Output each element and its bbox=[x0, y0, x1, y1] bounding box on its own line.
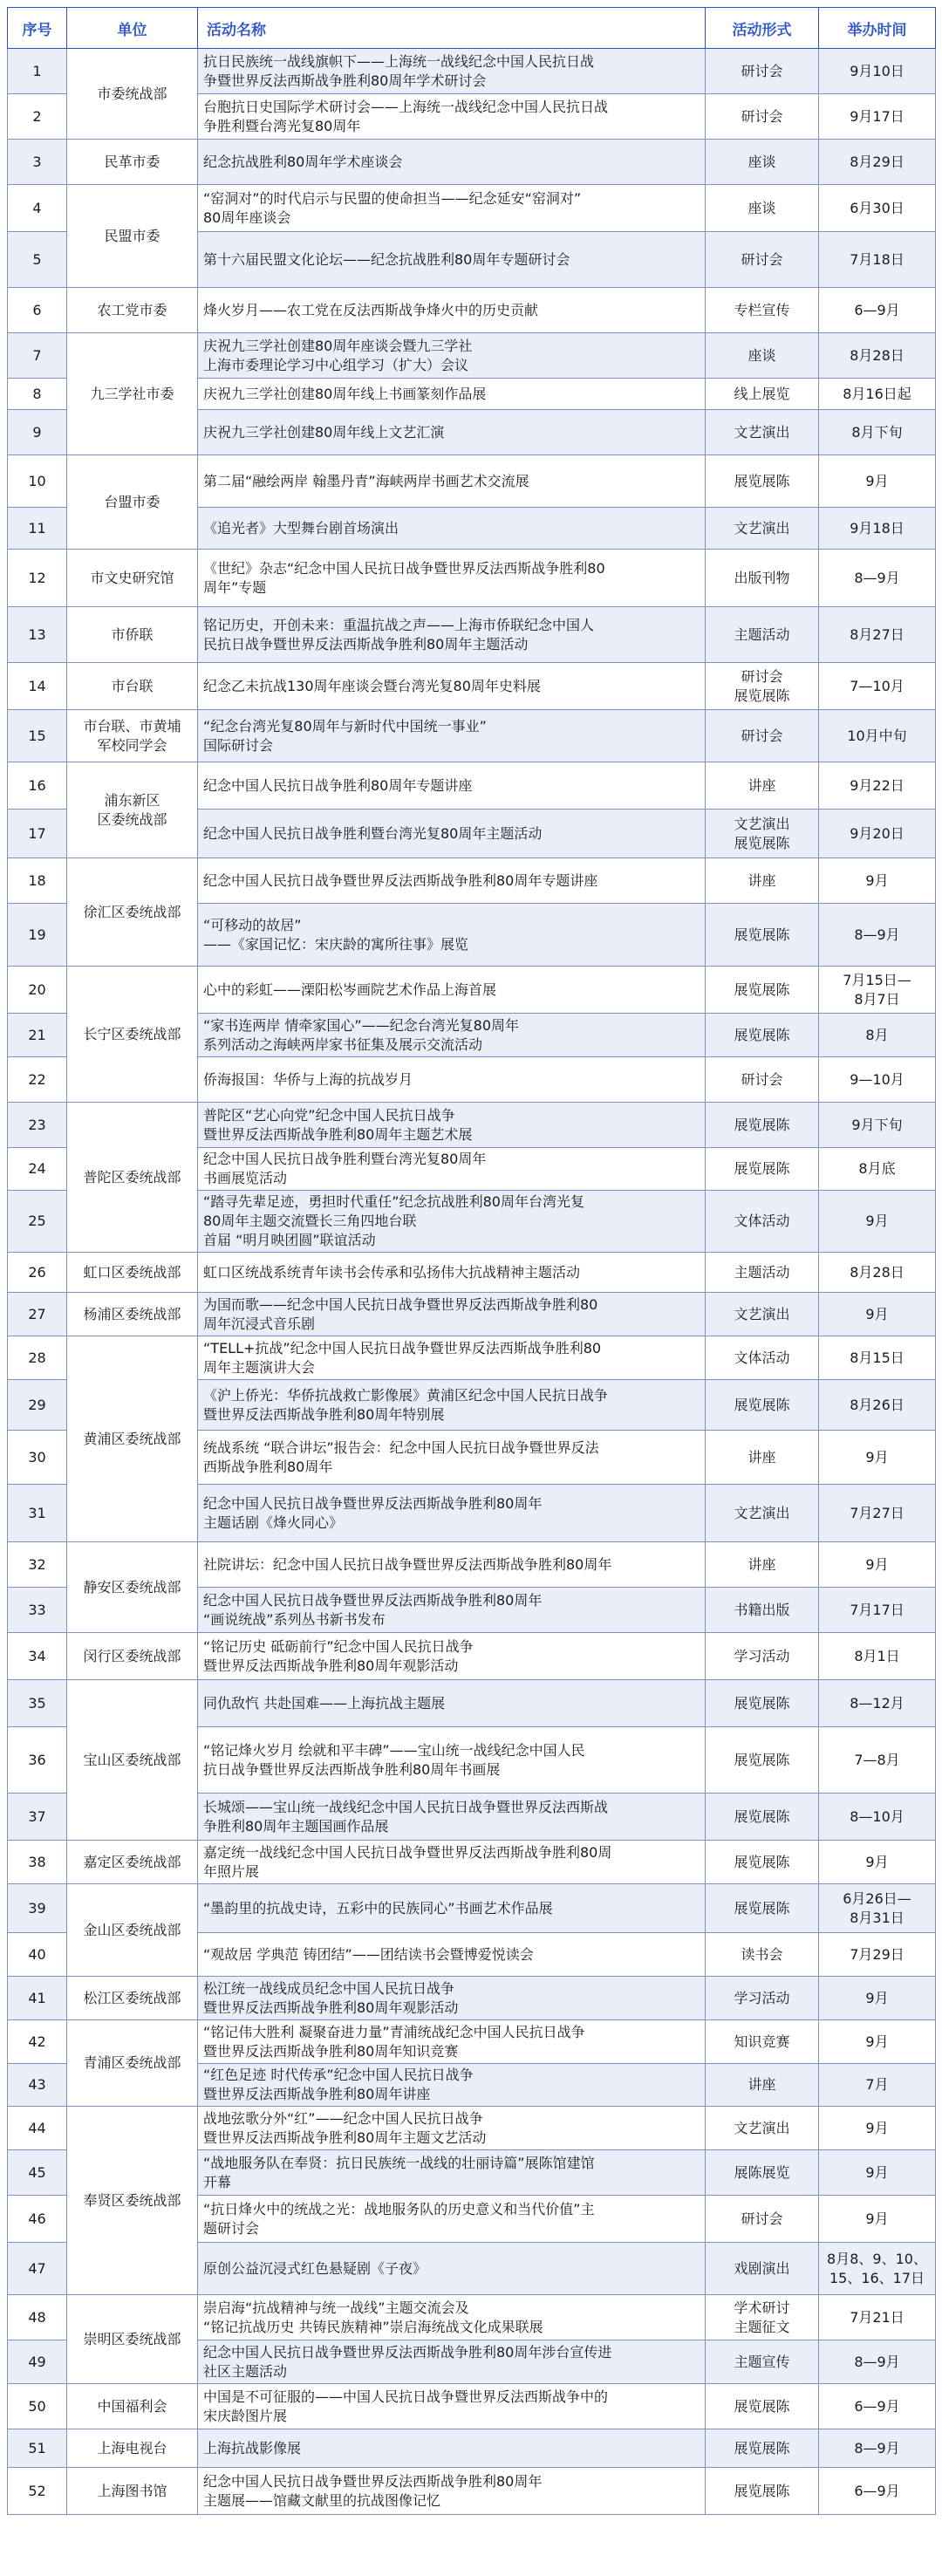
row-activity-name: 原创公益沉浸式红色悬疑剧《子夜》 bbox=[198, 2243, 706, 2295]
row-time: 8月26日 bbox=[819, 1380, 936, 1431]
row-activity-name: 纪念乙未抗战130周年座谈会暨台湾光复80周年史料展 bbox=[198, 663, 706, 710]
row-unit: 奉贤区委统战部 bbox=[67, 2107, 198, 2295]
row-activity-name: 侨海报国：华侨与上海的抗战岁月 bbox=[198, 1057, 706, 1103]
row-activity-form: 出版刊物 bbox=[706, 550, 819, 607]
table-row bbox=[8, 858, 936, 904]
row-number: 28 bbox=[8, 1336, 67, 1380]
row-number: 20 bbox=[8, 967, 67, 1014]
row-number: 10 bbox=[8, 455, 67, 508]
row-time: 7—8月 bbox=[819, 1727, 936, 1794]
row-number: 49 bbox=[8, 2340, 67, 2384]
row-unit: 民革市委 bbox=[67, 140, 198, 185]
row-activity-form: 讲座 bbox=[706, 762, 819, 810]
row-time: 6—9月 bbox=[819, 288, 936, 333]
table-row bbox=[8, 1977, 936, 2020]
row-number: 19 bbox=[8, 904, 67, 967]
row-activity-form: 学习活动 bbox=[706, 1977, 819, 2020]
row-activity-name: 纪念中国人民抗日战争胜利暨台湾光复80周年 书画展览活动 bbox=[198, 1148, 706, 1191]
row-time: 7月17日 bbox=[819, 1588, 936, 1633]
row-activity-form: 专栏宣传 bbox=[706, 288, 819, 333]
row-activity-name: 战地弦歌分外“红”——纪念中国人民抗日战争 暨世界反法西斯战争胜利80周年主题文艺活动 bbox=[198, 2107, 706, 2150]
row-unit: 上海电视台 bbox=[67, 2429, 198, 2468]
table-row bbox=[8, 288, 936, 333]
row-unit: 嘉定区委统战部 bbox=[67, 1841, 198, 1884]
row-activity-form: 研讨会 bbox=[706, 232, 819, 288]
row-number: 29 bbox=[8, 1380, 67, 1431]
row-activity-name: 铭记历史，开创未来：重温抗战之声——上海市侨联纪念中国人 民抗日战争暨世界反法西斯战争胜利80周年主题活动 bbox=[198, 607, 706, 663]
row-unit: 静安区委统战部 bbox=[67, 1542, 198, 1633]
row-activity-name: 纪念中国人民抗日战争胜利80周年专题讲座 bbox=[198, 762, 706, 810]
row-time: 8月15日 bbox=[819, 1336, 936, 1380]
row-number: 13 bbox=[8, 607, 67, 663]
row-time: 9月 bbox=[819, 1542, 936, 1588]
row-time: 10月中旬 bbox=[819, 710, 936, 762]
row-unit: 长宁区委统战部 bbox=[67, 967, 198, 1103]
row-number: 38 bbox=[8, 1841, 67, 1884]
row-time: 8月1日 bbox=[819, 1633, 936, 1680]
row-time: 6月26日— 8月31日 bbox=[819, 1884, 936, 1933]
row-activity-form: 展览展陈 bbox=[706, 1727, 819, 1794]
row-activity-name: 庆祝九三学社创建80周年座谈会暨九三学社 上海市委理论学习中心组学习（扩大）会议 bbox=[198, 333, 706, 379]
row-number: 21 bbox=[8, 1014, 67, 1057]
row-time: 7月21日 bbox=[819, 2295, 936, 2340]
row-number: 4 bbox=[8, 185, 67, 232]
row-activity-name: 嘉定统一战线纪念中国人民抗日战争暨世界反法西斯战争胜利80周 年照片展 bbox=[198, 1841, 706, 1884]
row-time: 7月 bbox=[819, 2064, 936, 2107]
row-activity-name: 为国而歌——纪念中国人民抗日战争暨世界反法西斯战争胜利80 周年沉浸式音乐剧 bbox=[198, 1293, 706, 1336]
row-activity-form: 主题活动 bbox=[706, 1253, 819, 1293]
table-row bbox=[8, 1336, 936, 1380]
row-activity-form: 研讨会 bbox=[706, 94, 819, 140]
row-activity-form: 讲座 bbox=[706, 858, 819, 904]
row-unit: 农工党市委 bbox=[67, 288, 198, 333]
table-row bbox=[8, 607, 936, 663]
row-activity-name: 长城颂——宝山统一战线纪念中国人民抗日战争暨世界反法西斯战 争胜利80周年主题国画作品展 bbox=[198, 1794, 706, 1841]
row-time: 8—9月 bbox=[819, 2429, 936, 2468]
row-activity-form: 文体活动 bbox=[706, 1191, 819, 1253]
row-number: 47 bbox=[8, 2243, 67, 2295]
row-time: 8月底 bbox=[819, 1148, 936, 1191]
row-time: 6月30日 bbox=[819, 185, 936, 232]
row-time: 7月27日 bbox=[819, 1485, 936, 1542]
row-activity-name: “观故居 学典范 铸团结”——团结读书会暨博爱悦读会 bbox=[198, 1933, 706, 1977]
row-activity-form: 展览展陈 bbox=[706, 1794, 819, 1841]
table-row bbox=[8, 2468, 936, 2515]
table-row bbox=[8, 1841, 936, 1884]
row-number: 33 bbox=[8, 1588, 67, 1633]
row-activity-name: “可移动的故居” ——《家国记忆：宋庆龄的寓所往事》展览 bbox=[198, 904, 706, 967]
table-row bbox=[8, 333, 936, 379]
row-activity-form: 展览展陈 bbox=[706, 904, 819, 967]
row-number: 15 bbox=[8, 710, 67, 762]
row-time: 9月 bbox=[819, 2150, 936, 2196]
row-time: 9月 bbox=[819, 2107, 936, 2150]
row-time: 6—9月 bbox=[819, 2384, 936, 2429]
header-no: 序号 bbox=[8, 8, 67, 49]
table-row bbox=[8, 1884, 936, 1933]
table-row bbox=[8, 2429, 936, 2468]
row-number: 40 bbox=[8, 1933, 67, 1977]
row-activity-form: 文体活动 bbox=[706, 1336, 819, 1380]
row-activity-name: “铭记伟大胜利 凝聚奋进力量”青浦统战纪念中国人民抗日战争 暨世界反法西斯战争胜利80周年知识竞赛 bbox=[198, 2020, 706, 2064]
row-time: 9月下旬 bbox=[819, 1103, 936, 1148]
row-activity-form: 展览展陈 bbox=[706, 2384, 819, 2429]
row-activity-name: 统战系统 “联合讲坛”报告会：纪念中国人民抗日战争暨世界反法 西斯战争胜利80周年 bbox=[198, 1431, 706, 1485]
row-activity-name: 纪念中国人民抗日战争胜利暨台湾光复80周年主题活动 bbox=[198, 810, 706, 858]
row-number: 26 bbox=[8, 1253, 67, 1293]
row-number: 2 bbox=[8, 94, 67, 140]
row-time: 9月18日 bbox=[819, 508, 936, 550]
row-activity-form: 展览展陈 bbox=[706, 1014, 819, 1057]
row-activity-form: 研讨会 bbox=[706, 49, 819, 94]
row-number: 23 bbox=[8, 1103, 67, 1148]
row-unit: 虹口区委统战部 bbox=[67, 1253, 198, 1293]
row-time: 8月下旬 bbox=[819, 410, 936, 455]
row-activity-form: 文艺演出 bbox=[706, 1293, 819, 1336]
row-activity-form: 读书会 bbox=[706, 1933, 819, 1977]
row-activity-form: 讲座 bbox=[706, 2064, 819, 2107]
table-row bbox=[8, 2295, 936, 2340]
row-time: 9月 bbox=[819, 2196, 936, 2243]
table-row bbox=[8, 1253, 936, 1293]
row-activity-name: 纪念中国人民抗日战争暨世界反法西斯战争胜利80周年 “画说统战”系列丛书新书发布 bbox=[198, 1588, 706, 1633]
row-number: 30 bbox=[8, 1431, 67, 1485]
row-number: 45 bbox=[8, 2150, 67, 2196]
row-activity-name: 纪念中国人民抗日战争暨世界反法西斯战争胜利80周年专题讲座 bbox=[198, 858, 706, 904]
row-unit: 闵行区委统战部 bbox=[67, 1633, 198, 1680]
row-time: 8—9月 bbox=[819, 550, 936, 607]
row-time: 8—12月 bbox=[819, 1680, 936, 1727]
table-row bbox=[8, 967, 936, 1014]
row-activity-name: “窑洞对”的时代启示与民盟的使命担当——纪念延安“窑洞对” 80周年座谈会 bbox=[198, 185, 706, 232]
row-time: 7—10月 bbox=[819, 663, 936, 710]
row-activity-name: “TELL+抗战”纪念中国人民抗日战争暨世界反法西斯战争胜利80 周年主题演讲大会 bbox=[198, 1336, 706, 1380]
row-activity-name: 中国是不可征服的——中国人民抗日战争暨世界反法西斯战争中的 宋庆龄图片展 bbox=[198, 2384, 706, 2429]
row-activity-name: 松江统一战线成员纪念中国人民抗日战争 暨世界反法西斯战争胜利80周年观影活动 bbox=[198, 1977, 706, 2020]
row-activity-name: 《沪上侨光：华侨抗战救亡影像展》黄浦区纪念中国人民抗日战争 暨世界反法西斯战争胜利80周年特别展 bbox=[198, 1380, 706, 1431]
row-activity-name: 纪念中国人民抗日战争暨世界反法西斯战争胜利80周年 主题话剧《烽火同心》 bbox=[198, 1485, 706, 1542]
row-activity-name: 第二届“融绘两岸 翰墨丹青”海峡两岸书画艺术交流展 bbox=[198, 455, 706, 508]
row-number: 25 bbox=[8, 1191, 67, 1253]
row-number: 41 bbox=[8, 1977, 67, 2020]
row-number: 18 bbox=[8, 858, 67, 904]
row-activity-form: 研讨会 展览展陈 bbox=[706, 663, 819, 710]
row-activity-name: 《追光者》大型舞台剧首场演出 bbox=[198, 508, 706, 550]
row-activity-form: 研讨会 bbox=[706, 2196, 819, 2243]
row-activity-name: 社院讲坛：纪念中国人民抗日战争暨世界反法西斯战争胜利80周年 bbox=[198, 1542, 706, 1588]
row-number: 32 bbox=[8, 1542, 67, 1588]
row-activity-name: 台胞抗日史国际学术研讨会——上海统一战线纪念中国人民抗日战 争胜利暨台湾光复80周年 bbox=[198, 94, 706, 140]
row-activity-form: 研讨会 bbox=[706, 1057, 819, 1103]
header-activity-name: 活动名称 bbox=[198, 8, 706, 49]
row-time: 7月18日 bbox=[819, 232, 936, 288]
table-row bbox=[8, 2107, 936, 2150]
row-activity-form: 书籍出版 bbox=[706, 1588, 819, 1633]
row-activity-form: 学习活动 bbox=[706, 1633, 819, 1680]
row-unit: 宝山区委统战部 bbox=[67, 1680, 198, 1841]
row-activity-form: 展览展陈 bbox=[706, 2429, 819, 2468]
row-activity-name: 《世纪》杂志“纪念中国人民抗日战争暨世界反法西斯战争胜利80 周年”专题 bbox=[198, 550, 706, 607]
row-activity-name: “铭记烽火岁月 绘就和平丰碑”——宝山统一战线纪念中国人民 抗日战争暨世界反法西斯战争胜利80周年书画展 bbox=[198, 1727, 706, 1794]
row-activity-name: 纪念抗战胜利80周年学术座谈会 bbox=[198, 140, 706, 185]
row-number: 16 bbox=[8, 762, 67, 810]
row-number: 51 bbox=[8, 2429, 67, 2468]
row-unit: 中国福利会 bbox=[67, 2384, 198, 2429]
row-time: 9月 bbox=[819, 1293, 936, 1336]
row-time: 9月 bbox=[819, 2020, 936, 2064]
row-number: 31 bbox=[8, 1485, 67, 1542]
row-activity-form: 主题宣传 bbox=[706, 2340, 819, 2384]
row-number: 43 bbox=[8, 2064, 67, 2107]
row-activity-name: 庆祝九三学社创建80周年线上书画篆刻作品展 bbox=[198, 379, 706, 410]
table-row bbox=[8, 140, 936, 185]
row-unit: 台盟市委 bbox=[67, 455, 198, 550]
row-number: 1 bbox=[8, 49, 67, 94]
row-unit: 市侨联 bbox=[67, 607, 198, 663]
table-row bbox=[8, 550, 936, 607]
row-time: 8月28日 bbox=[819, 1253, 936, 1293]
row-unit: 崇明区委统战部 bbox=[67, 2295, 198, 2384]
row-time: 8月 bbox=[819, 1014, 936, 1057]
table-row bbox=[8, 1293, 936, 1336]
row-number: 35 bbox=[8, 1680, 67, 1727]
table-row bbox=[8, 1680, 936, 1727]
row-number: 39 bbox=[8, 1884, 67, 1933]
row-unit: 徐汇区委统战部 bbox=[67, 858, 198, 967]
row-number: 12 bbox=[8, 550, 67, 607]
row-activity-name: 烽火岁月——农工党在反法西斯战争烽火中的历史贡献 bbox=[198, 288, 706, 333]
row-unit: 杨浦区委统战部 bbox=[67, 1293, 198, 1336]
table-row bbox=[8, 2384, 936, 2429]
row-number: 44 bbox=[8, 2107, 67, 2150]
row-time: 9月 bbox=[819, 1431, 936, 1485]
row-activity-form: 展览展陈 bbox=[706, 1148, 819, 1191]
row-activity-name: 抗日民族统一战线旗帜下——上海统一战线纪念中国人民抗日战 争暨世界反法西斯战争胜利80周年学术研讨会 bbox=[198, 49, 706, 94]
row-activity-name: 上海抗战影像展 bbox=[198, 2429, 706, 2468]
table-header-row bbox=[8, 8, 936, 49]
row-unit: 金山区委统战部 bbox=[67, 1884, 198, 1977]
row-unit: 上海图书馆 bbox=[67, 2468, 198, 2515]
row-number: 8 bbox=[8, 379, 67, 410]
row-number: 42 bbox=[8, 2020, 67, 2064]
row-activity-name: 崇启海“抗战精神与统一战线”主题交流会及 “铭记抗战历史 共铸民族精神”崇启海统战文化成果联展 bbox=[198, 2295, 706, 2340]
row-activity-name: 纪念中国人民抗日战争暨世界反法西斯战争胜利80周年涉台宣传进 社区主题活动 bbox=[198, 2340, 706, 2384]
row-activity-form: 展览展陈 bbox=[706, 2468, 819, 2515]
table-row bbox=[8, 762, 936, 810]
row-activity-form: 文艺演出 展览展陈 bbox=[706, 810, 819, 858]
table-body bbox=[8, 49, 936, 2515]
row-number: 5 bbox=[8, 232, 67, 288]
row-activity-form: 文艺演出 bbox=[706, 508, 819, 550]
row-time: 8月8、9、10、 15、16、17日 bbox=[819, 2243, 936, 2295]
row-activity-name: “家书连两岸 情牵家国心”——纪念台湾光复80周年 系列活动之海峡两岸家书征集及展示交流活动 bbox=[198, 1014, 706, 1057]
row-unit: 市文史研究馆 bbox=[67, 550, 198, 607]
row-activity-form: 文艺演出 bbox=[706, 1485, 819, 1542]
row-time: 8—9月 bbox=[819, 2340, 936, 2384]
row-number: 27 bbox=[8, 1293, 67, 1336]
row-time: 9月20日 bbox=[819, 810, 936, 858]
row-activity-form: 文艺演出 bbox=[706, 410, 819, 455]
row-number: 36 bbox=[8, 1727, 67, 1794]
row-activity-form: 讲座 bbox=[706, 1431, 819, 1485]
row-number: 17 bbox=[8, 810, 67, 858]
table-row bbox=[8, 710, 936, 762]
row-unit: 市台联、市黄埔 军校同学会 bbox=[67, 710, 198, 762]
header-unit: 单位 bbox=[67, 8, 198, 49]
table-row bbox=[8, 2020, 936, 2064]
row-time: 7月15日— 8月7日 bbox=[819, 967, 936, 1014]
table-row bbox=[8, 185, 936, 232]
row-number: 11 bbox=[8, 508, 67, 550]
row-activity-name: “纪念台湾光复80周年与新时代中国统一事业” 国际研讨会 bbox=[198, 710, 706, 762]
row-unit: 民盟市委 bbox=[67, 185, 198, 288]
table-row bbox=[8, 663, 936, 710]
row-number: 24 bbox=[8, 1148, 67, 1191]
row-time: 8月28日 bbox=[819, 333, 936, 379]
row-activity-name: “战地服务队在奉贤：抗日民族统一战线的壮丽诗篇”展陈馆建馆 开幕 bbox=[198, 2150, 706, 2196]
row-time: 8—9月 bbox=[819, 904, 936, 967]
row-number: 9 bbox=[8, 410, 67, 455]
row-activity-name: 庆祝九三学社创建80周年线上文艺汇演 bbox=[198, 410, 706, 455]
row-unit: 青浦区委统战部 bbox=[67, 2020, 198, 2107]
row-time: 9月 bbox=[819, 455, 936, 508]
row-time: 8月16日起 bbox=[819, 379, 936, 410]
row-unit: 浦东新区 区委统战部 bbox=[67, 762, 198, 858]
row-time: 9月22日 bbox=[819, 762, 936, 810]
row-activity-form: 主题活动 bbox=[706, 607, 819, 663]
row-time: 9—10月 bbox=[819, 1057, 936, 1103]
row-time: 9月 bbox=[819, 1191, 936, 1253]
row-activity-form: 展览展陈 bbox=[706, 1380, 819, 1431]
row-activity-name: 纪念中国人民抗日战争暨世界反法西斯战争胜利80周年 主题展——馆藏文献里的抗战图像记忆 bbox=[198, 2468, 706, 2515]
row-number: 7 bbox=[8, 333, 67, 379]
row-activity-name: “红色足迹 时代传承”纪念中国人民抗日战争 暨世界反法西斯战争胜利80周年讲座 bbox=[198, 2064, 706, 2107]
row-time: 9月17日 bbox=[819, 94, 936, 140]
row-time: 9月 bbox=[819, 1841, 936, 1884]
row-activity-name: 同仇敌忾 共赴国难——上海抗战主题展 bbox=[198, 1680, 706, 1727]
row-time: 7月29日 bbox=[819, 1933, 936, 1977]
row-activity-form: 线上展览 bbox=[706, 379, 819, 410]
row-activity-name: “铭记历史 砥砺前行”纪念中国人民抗日战争 暨世界反法西斯战争胜利80周年观影活动 bbox=[198, 1633, 706, 1680]
row-activity-form: 学术研讨 主题征文 bbox=[706, 2295, 819, 2340]
row-unit: 市台联 bbox=[67, 663, 198, 710]
row-activity-name: 第十六届民盟文化论坛——纪念抗战胜利80周年专题研讨会 bbox=[198, 232, 706, 288]
row-activity-form: 展览展陈 bbox=[706, 1680, 819, 1727]
row-unit: 黄浦区委统战部 bbox=[67, 1336, 198, 1542]
row-time: 9月 bbox=[819, 1977, 936, 2020]
table-row bbox=[8, 49, 936, 94]
row-activity-form: 展陈展览 bbox=[706, 2150, 819, 2196]
table-row bbox=[8, 1103, 936, 1148]
row-number: 6 bbox=[8, 288, 67, 333]
row-unit: 松江区委统战部 bbox=[67, 1977, 198, 2020]
row-number: 22 bbox=[8, 1057, 67, 1103]
row-number: 50 bbox=[8, 2384, 67, 2429]
row-number: 46 bbox=[8, 2196, 67, 2243]
row-number: 48 bbox=[8, 2295, 67, 2340]
row-activity-form: 展览展陈 bbox=[706, 1841, 819, 1884]
row-activity-form: 讲座 bbox=[706, 1542, 819, 1588]
table-row bbox=[8, 1633, 936, 1680]
table-row bbox=[8, 455, 936, 508]
row-activity-name: “抗日烽火中的统战之光：战地服务队的历史意义和当代价值”主 题研讨会 bbox=[198, 2196, 706, 2243]
row-activity-form: 研讨会 bbox=[706, 710, 819, 762]
row-activity-name: “踏寻先辈足迹，勇担时代重任”纪念抗战胜利80周年台湾光复 80周年主题交流暨长三角四地台联 首届 “明月映团圆”联谊活动 bbox=[198, 1191, 706, 1253]
row-activity-name: 虹口区统战系统青年读书会传承和弘扬伟大抗战精神主题活动 bbox=[198, 1253, 706, 1293]
row-activity-form: 座谈 bbox=[706, 333, 819, 379]
row-activity-name: “墨韵里的抗战史诗，五彩中的民族同心”书画艺术作品展 bbox=[198, 1884, 706, 1933]
row-activity-form: 展览展陈 bbox=[706, 967, 819, 1014]
row-unit: 九三学社市委 bbox=[67, 333, 198, 455]
row-number: 52 bbox=[8, 2468, 67, 2515]
row-time: 8月27日 bbox=[819, 607, 936, 663]
row-unit: 市委统战部 bbox=[67, 49, 198, 140]
row-number: 37 bbox=[8, 1794, 67, 1841]
row-activity-form: 知识竞赛 bbox=[706, 2020, 819, 2064]
row-unit: 普陀区委统战部 bbox=[67, 1103, 198, 1253]
activity-table bbox=[7, 7, 936, 2515]
row-activity-form: 座谈 bbox=[706, 140, 819, 185]
activity-table-wrapper bbox=[7, 7, 935, 2515]
row-activity-form: 文艺演出 bbox=[706, 2107, 819, 2150]
row-activity-form: 座谈 bbox=[706, 185, 819, 232]
row-time: 8月29日 bbox=[819, 140, 936, 185]
row-activity-form: 戏剧演出 bbox=[706, 2243, 819, 2295]
header-activity-form: 活动形式 bbox=[706, 8, 819, 49]
row-number: 34 bbox=[8, 1633, 67, 1680]
row-activity-form: 展览展陈 bbox=[706, 1884, 819, 1933]
row-number: 3 bbox=[8, 140, 67, 185]
header-time: 举办时间 bbox=[819, 8, 936, 49]
row-activity-name: 普陀区“艺心向党”纪念中国人民抗日战争 暨世界反法西斯战争胜利80周年主题艺术展 bbox=[198, 1103, 706, 1148]
row-time: 6—9月 bbox=[819, 2468, 936, 2515]
row-activity-form: 展览展陈 bbox=[706, 455, 819, 508]
table-row bbox=[8, 1542, 936, 1588]
row-time: 8—10月 bbox=[819, 1794, 936, 1841]
row-activity-name: 心中的彩虹——溧阳松岑画院艺术作品上海首展 bbox=[198, 967, 706, 1014]
row-time: 9月 bbox=[819, 858, 936, 904]
row-number: 14 bbox=[8, 663, 67, 710]
row-activity-form: 展览展陈 bbox=[706, 1103, 819, 1148]
row-time: 9月10日 bbox=[819, 49, 936, 94]
